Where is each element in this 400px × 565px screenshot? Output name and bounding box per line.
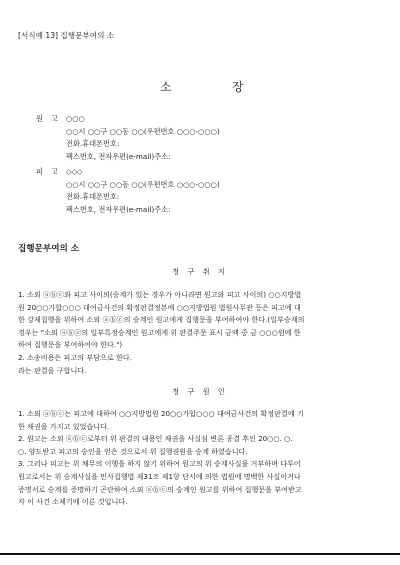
bottom-divider — [0, 553, 400, 555]
title-char-right: 장 — [232, 80, 245, 94]
claim-line: 1. 소외 ⓐⓑⓒ와 피고 사이의(승계가 있는 경우가 아니라면 원고와 피고 사이의) ○○지방법 — [18, 290, 302, 299]
reason-heading: 청 구 원 인 — [172, 387, 228, 396]
plaintiff-phone: 전화.휴대폰번호: — [66, 139, 120, 148]
reason-line: 증명서로 승계를 증명하기 곤란하여 소외 ⓐⓑⓒ의 승계인 원고를 위하여 집행문을 부여받고 — [18, 484, 302, 494]
reason-line: 자 이 사건 소제기에 이른 것입니다. — [18, 497, 128, 507]
plaintiff-address: ○○시 ○○구 ○○동 ○○(우편번호 ○○○-○○○) — [66, 126, 220, 136]
reason-body — [18, 408, 390, 509]
case-title: 집행문부여의 소 — [18, 244, 80, 254]
claim-line: 2. 소송비용은 피고의 부담으로 한다. — [18, 352, 132, 362]
claim-line: 한 강제집행을 위하여 소외 ⓐⓑⓒ의 승계인 원고에게 집행문을 부여하여야 한다.(일부승계의 — [18, 315, 305, 325]
defendant-address: ○○시 ○○구 ○○동 ○○(우편번호 ○○○-○○○) — [66, 179, 220, 189]
title-char-left: 소 — [160, 80, 173, 94]
reason-line: 3. 그러나 피고는 위 채무의 이행을 하지 않기 위하여 원고의 위 승계사실을 거부하며 다투어 — [18, 459, 301, 469]
claim-line: 하여 집행문을 부여하여야 한다.") — [18, 340, 123, 350]
defendant-fax-email: 팩스번호, 전자우편(e-mail)주소: — [66, 204, 171, 214]
claim-line: 라는 판결을 구합니다. — [18, 365, 87, 375]
reason-line: 원고로서는 위 승계사실을 민사집행법 제31조 제1항 단서에 의한 법원에 명백한 사실이거나 — [18, 471, 301, 481]
complaint-page: [서식예 13] 집행문부여의 소 소 장 원 고 ○○○ ○○시 ○○구 ○○동 ○○(우편번호 ○○○-○○○) 전화.휴대폰번호: 팩스번호, 전자우편(e-mail)주소: 피 고 ◇◇◇ ○○시 ○○구 ○○동 ○○(우편번호 ○○○-○○○) 전화.휴대폰번호: 팩스번호, 전자우편(e-mail)주소: 집행문부여의 소 청 구 취 지 1. 소외 ⓐⓑⓒ와 피고 사이의(승계가 있는 경우가 아니라면 원고와 피고 사이의) ○○지방법 원 20○○가합○○○ 대여금사건의 확정판결정본에 ○○지방법원 법원사무관 등은 피고에 대 한 강제집행을 위하여 소외 ⓐⓑⓒ의 승계인 원고에게 집행문을 부여하여야 한다.(일부승계의 경우는 "소외 ⓐⓑⓒ의 일부특정승계인 원고에게 위 판결주문 표시 금액 중 금 ○○○원에 한 하여 집행문을 부여하여야 한다.") 2. 소송비용은 피고의 부담으로 한다. 라는 판결을 구합니다. 청 구 원 인 1. 소외 ⓐⓑⓒ는 피고에 대하여 ○○지방법원 20○○가합○○○ 대여금사건의 확정판결에 기 한 채권을 가지고 있었습니다. 2. 원고는 소외 ⓐⓑⓒ로부터 위 판결의 내용인 채권을 사실심 변론 종결 후인 20○○. ○. ○. 양도받고 피고의 승인을 얻은 것으로서 위 집행권원을 승계 하였습니다. 3. 그러나 피고는 위 채무의 이행을 하지 않기 위하여 원고의 위 승계사실을 거부하며 다투어 원고로서는 위 승계사실을 민사집행법 제31조 제1항 단서에 의한 법원에 명백한 사실이거나 증명서로 승계를 증명하기 곤란하여 소외 ⓐⓑⓒ의 승계인 원고를 위하여 집행문을 부여받고 자 이 사건 소제기에 이른 것입니다. — [0, 0, 400, 565]
reason-line: 1. 소외 ⓐⓑⓒ는 피고에 대하여 ○○지방법원 20○○가합○○○ 대여금사건의 확정판결에 기 — [18, 409, 304, 418]
defendant-phone: 전화.휴대폰번호: — [66, 192, 120, 201]
claim-heading: 청 구 취 지 — [172, 267, 228, 276]
reason-line: 2. 원고는 소외 ⓐⓑⓒ로부터 위 판결의 내용인 채권을 사실심 변론 종결 후인 20○○. ○. — [18, 434, 293, 444]
plaintiff-fax-email: 팩스번호, 전자우편(e-mail)주소: — [66, 151, 171, 161]
claim-line: 경우는 "소외 ⓐⓑⓒ의 일부특정승계인 원고에게 위 판결주문 표시 금액 중 금 ○○○원에 한 — [18, 327, 301, 337]
form-label: [서식예 13] 집행문부여의 소 — [18, 31, 115, 40]
claim-line: 원 20○○가합○○○ 대여금사건의 확정판결정본에 ○○지방법원 법원사무관 등은 피고에 대 — [18, 302, 301, 312]
claim-body — [18, 289, 390, 377]
plaintiff-name: ○○○ — [66, 114, 85, 123]
reason-line: 한 채권을 가지고 있었습니다. — [18, 421, 110, 431]
reason-line: ○. 양도받고 피고의 승인을 얻은 것으로서 위 집행권원을 승계 하였습니다. — [18, 446, 248, 456]
defendant-name: ◇◇◇ — [66, 167, 83, 176]
